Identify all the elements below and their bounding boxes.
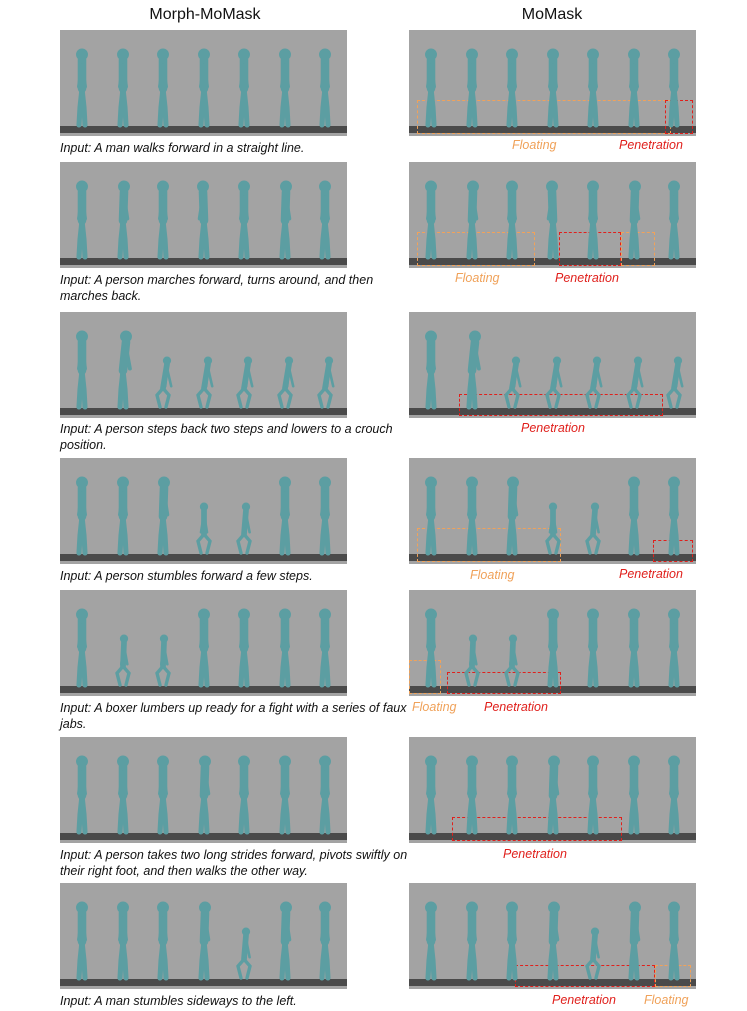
human-figure [500, 356, 524, 412]
human-figure [273, 608, 297, 690]
human-figure [622, 755, 646, 837]
human-figure [313, 901, 337, 983]
penetration-label: Penetration [555, 271, 619, 285]
human-figure [192, 901, 216, 983]
human-figure [232, 356, 256, 412]
human-figure [500, 755, 524, 837]
penetration-label: Penetration [619, 567, 683, 581]
morph-panel-2 [60, 162, 347, 268]
human-figure [273, 901, 297, 983]
morph-panel-5 [60, 590, 347, 696]
caption-row-7: Input: A man stumbles sideways to the left. [60, 994, 297, 1008]
human-figure [313, 476, 337, 558]
human-figure [232, 180, 256, 262]
human-figure [581, 48, 605, 130]
human-figure [313, 356, 337, 412]
human-figure [419, 755, 443, 837]
penetration-label: Penetration [503, 847, 567, 861]
human-figure [581, 356, 605, 412]
human-figure [581, 180, 605, 262]
floating-label: Floating [512, 138, 557, 152]
human-figure [541, 356, 565, 412]
caption-row-1: Input: A man walks forward in a straight line. [60, 141, 305, 155]
caption-row-6: Input: A person takes two long strides forward, pivots swiftly on their right foot, and then walks the other way. [60, 848, 408, 878]
morph-panel-1 [60, 30, 347, 136]
momask-panel-6 [409, 737, 696, 843]
human-figure [662, 356, 686, 412]
momask-panel-7 [409, 883, 696, 989]
human-figure [541, 755, 565, 837]
human-figure [460, 330, 484, 412]
human-figure [232, 48, 256, 130]
momask-panel-5 [409, 590, 696, 696]
human-figure [151, 48, 175, 130]
human-figure [111, 330, 135, 412]
human-figure [313, 48, 337, 130]
momask-panel-2 [409, 162, 696, 268]
caption-row-2: Input: A person marches forward, turns around, and then marches back. [60, 273, 374, 303]
human-figure [70, 330, 94, 412]
momask-panel-1 [409, 30, 696, 136]
human-figure [273, 755, 297, 837]
human-figure [192, 755, 216, 837]
human-figure [662, 901, 686, 983]
human-figure [313, 608, 337, 690]
human-figure [460, 634, 484, 690]
momask-panel-3 [409, 312, 696, 418]
human-figure [70, 608, 94, 690]
human-figure [151, 180, 175, 262]
human-figure [622, 608, 646, 690]
caption-row-3: Input: A person steps back two steps and lowers to a crouch position. [60, 422, 393, 452]
penetration-label: Penetration [552, 993, 616, 1007]
human-figure [70, 476, 94, 558]
human-figure [192, 48, 216, 130]
morph-panel-6 [60, 737, 347, 843]
human-figure [273, 476, 297, 558]
left-column-title: Morph-MoMask [149, 6, 261, 23]
right-column-title: MoMask [521, 6, 583, 23]
human-figure [111, 755, 135, 837]
human-figure [460, 901, 484, 983]
human-figure [622, 180, 646, 262]
human-figure [581, 927, 605, 983]
floating-label: Floating [644, 993, 689, 1007]
human-figure [111, 901, 135, 983]
human-figure [419, 901, 443, 983]
human-figure [662, 755, 686, 837]
human-figure [273, 48, 297, 130]
morph-panel-3 [60, 312, 347, 418]
human-figure [151, 476, 175, 558]
human-figure [313, 755, 337, 837]
human-figure [192, 180, 216, 262]
human-figure [622, 476, 646, 558]
human-figure [70, 901, 94, 983]
human-figure [111, 180, 135, 262]
human-figure [419, 330, 443, 412]
human-figure [541, 608, 565, 690]
momask-panel-4 [409, 458, 696, 564]
penetration-label: Penetration [484, 700, 548, 714]
human-figure [500, 180, 524, 262]
caption-row-5: Input: A boxer lumbers up ready for a fight with a series of faux jabs. [60, 701, 407, 731]
human-figure [500, 634, 524, 690]
penetration-label: Penetration [619, 138, 683, 152]
human-figure [662, 608, 686, 690]
human-figure [541, 48, 565, 130]
floating-label: Floating [470, 568, 515, 582]
human-figure [232, 502, 256, 558]
human-figure [111, 476, 135, 558]
human-figure [500, 48, 524, 130]
human-figure [662, 180, 686, 262]
human-figure [151, 755, 175, 837]
human-figure [500, 901, 524, 983]
human-figure [662, 476, 686, 558]
human-figure [460, 48, 484, 130]
human-figure [460, 755, 484, 837]
human-figure [622, 48, 646, 130]
human-figure [313, 180, 337, 262]
human-figure [500, 476, 524, 558]
human-figure [581, 755, 605, 837]
human-figure [460, 476, 484, 558]
human-figure [541, 180, 565, 262]
human-figure [70, 755, 94, 837]
human-figure [581, 608, 605, 690]
human-figure [419, 476, 443, 558]
morph-panel-7 [60, 883, 347, 989]
human-figure [192, 356, 216, 412]
caption-row-4: Input: A person stumbles forward a few steps. [60, 569, 313, 583]
human-figure [419, 608, 443, 690]
human-figure [622, 356, 646, 412]
human-figure [192, 502, 216, 558]
human-figure [273, 356, 297, 412]
penetration-label: Penetration [521, 421, 585, 435]
floating-label: Floating [412, 700, 457, 714]
human-figure [232, 927, 256, 983]
human-figure [192, 608, 216, 690]
human-figure [541, 901, 565, 983]
human-figure [232, 608, 256, 690]
human-figure [70, 48, 94, 130]
human-figure [541, 502, 565, 558]
human-figure [232, 755, 256, 837]
human-figure [662, 48, 686, 130]
floating-label: Floating [455, 271, 500, 285]
morph-panel-4 [60, 458, 347, 564]
human-figure [460, 180, 484, 262]
human-figure [70, 180, 94, 262]
human-figure [151, 901, 175, 983]
human-figure [151, 356, 175, 412]
human-figure [111, 48, 135, 130]
human-figure [622, 901, 646, 983]
human-figure [273, 180, 297, 262]
human-figure [111, 634, 135, 690]
human-figure [419, 48, 443, 130]
human-figure [151, 634, 175, 690]
human-figure [419, 180, 443, 262]
human-figure [581, 502, 605, 558]
